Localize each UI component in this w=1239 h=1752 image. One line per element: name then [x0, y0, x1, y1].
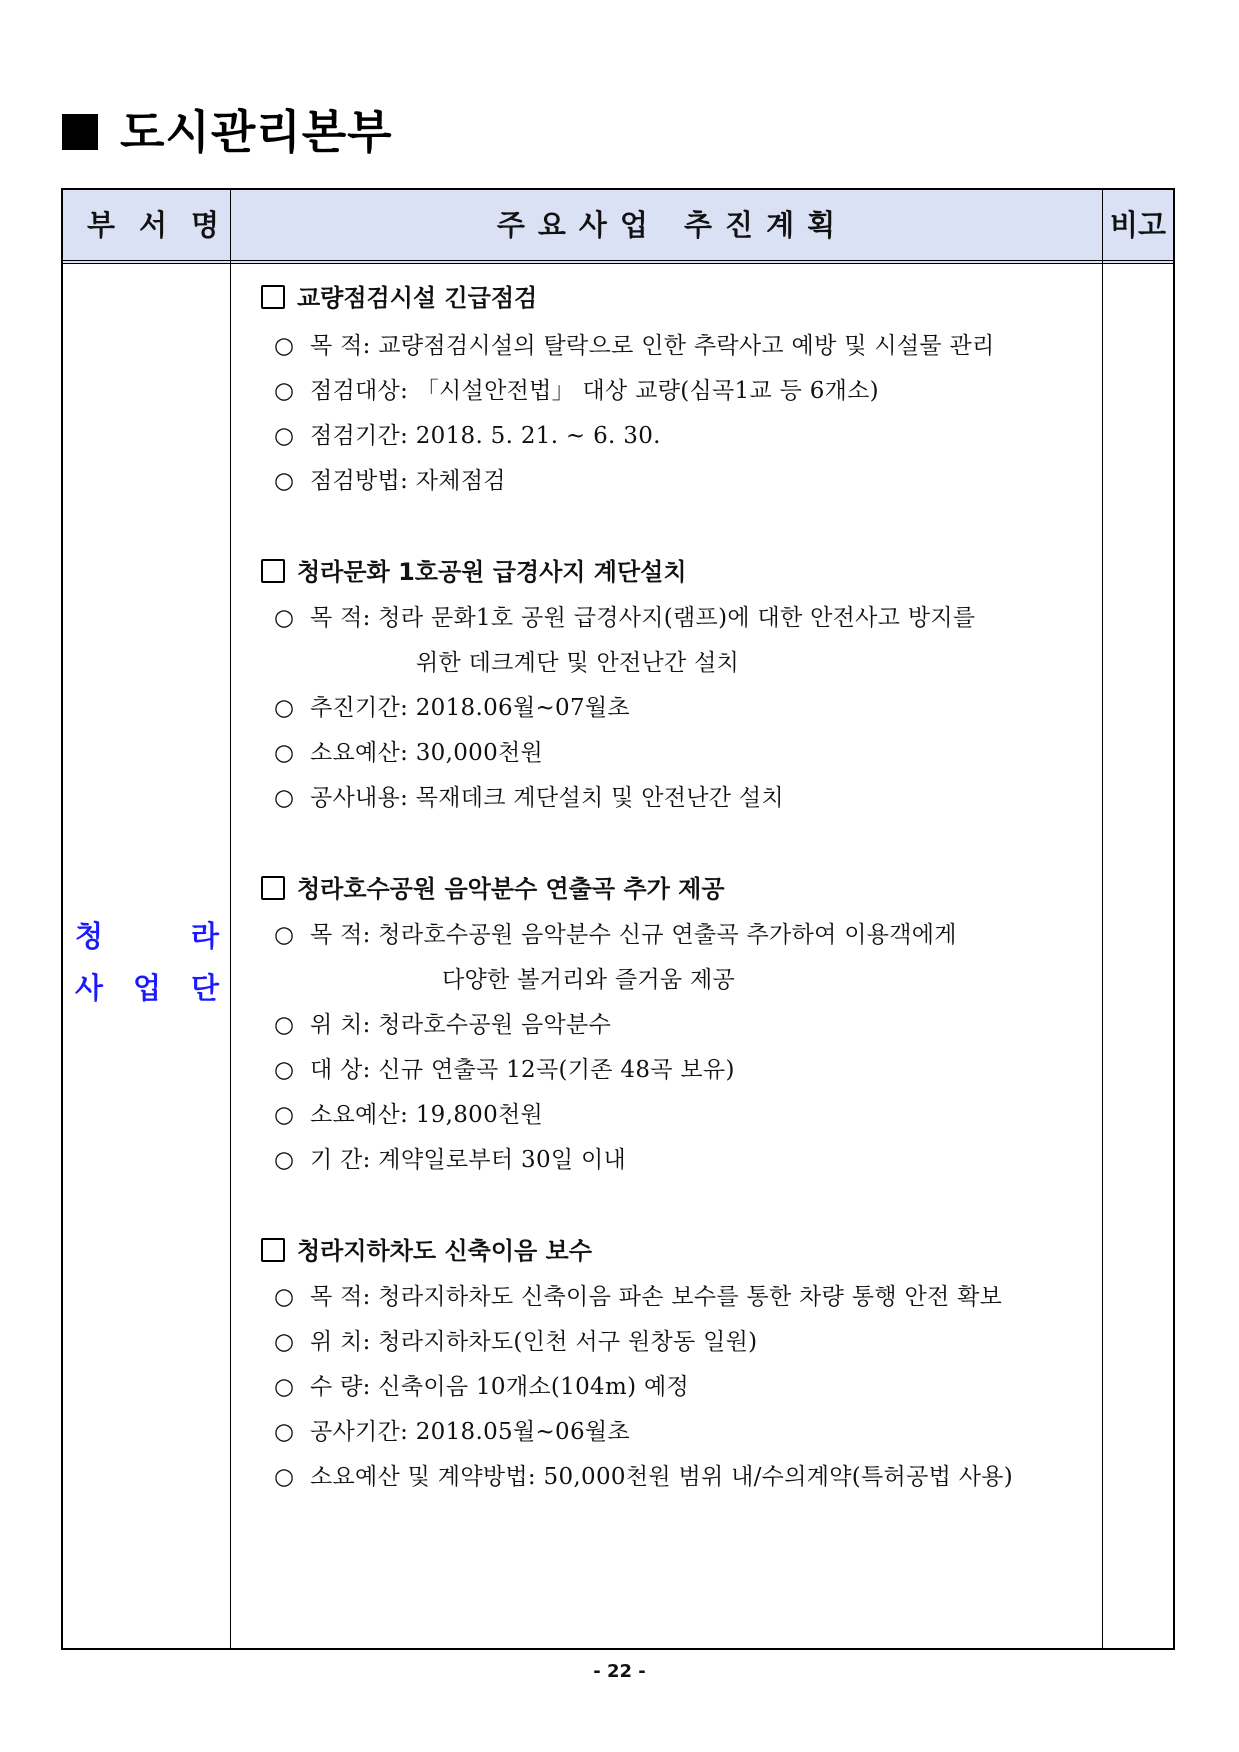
section-title: 교량점검시설 긴급점검	[261, 278, 537, 313]
circle-bullet-icon: ○	[274, 1284, 295, 1310]
list-item: ○ 목 적: 청라 문화1호 공원 급경사지(램프)에 대한 안전사고 방지를	[274, 605, 976, 631]
column-divider	[1102, 190, 1103, 1648]
list-item: ○ 대 상: 신규 연출곡 12곡(기존 48곡 보유)	[274, 1057, 735, 1083]
list-item-continuation: 위한 데크계단 및 안전난간 설치	[416, 650, 740, 676]
circle-bullet-icon: ○	[274, 1147, 295, 1173]
circle-bullet-icon: ○	[274, 1419, 295, 1445]
square-bullet-icon	[62, 114, 98, 150]
dept-name	[63, 910, 229, 1014]
checkbox-icon	[261, 1238, 285, 1262]
circle-bullet-icon: ○	[274, 695, 295, 721]
list-item: ○ 공사기간: 2018.05월~06월초	[274, 1419, 630, 1445]
column-divider	[230, 190, 231, 1648]
dept-char: 업	[132, 971, 161, 1005]
plan-table	[61, 188, 1175, 1650]
list-item: ○ 소요예산: 30,000천원	[274, 740, 544, 766]
circle-bullet-icon: ○	[274, 785, 295, 811]
circle-bullet-icon: ○	[274, 1329, 295, 1355]
circle-bullet-icon: ○	[274, 1057, 295, 1083]
page-title	[62, 96, 393, 162]
section-title: 청라문화 1호공원 급경사지 계단설치	[261, 552, 687, 587]
header-dept: 부서명	[87, 208, 244, 242]
list-item: ○ 수 량: 신축이음 10개소(104m) 예정	[274, 1374, 689, 1400]
circle-bullet-icon: ○	[274, 1464, 295, 1490]
page-number: - 22 -	[593, 1661, 646, 1682]
circle-bullet-icon: ○	[274, 333, 295, 359]
list-item: ○ 공사내용: 목재데크 계단설치 및 안전난간 설치	[274, 785, 784, 811]
page-title-text: 도시관리본부	[120, 105, 393, 159]
header-plan: 주요사업 추진계획	[496, 208, 849, 242]
header-note: 비고	[1109, 208, 1167, 242]
circle-bullet-icon: ○	[274, 1012, 295, 1038]
list-item: ○ 점검방법: 자체점검	[274, 468, 506, 494]
list-item: ○ 소요예산 및 계약방법: 50,000천원 범위 내/수의계약(특허공법 사용)	[274, 1464, 1014, 1490]
dept-char: 라	[190, 919, 219, 953]
checkbox-icon	[261, 876, 285, 900]
circle-bullet-icon: ○	[274, 740, 295, 766]
list-item: ○ 점검기간: 2018. 5. 21. ~ 6. 30.	[274, 423, 661, 449]
circle-bullet-icon: ○	[274, 378, 295, 404]
section-title: 청라지하차도 신축이음 보수	[261, 1231, 592, 1266]
circle-bullet-icon: ○	[274, 922, 295, 948]
list-item: ○ 목 적: 교량점검시설의 탈락으로 인한 추락사고 예방 및 시설물 관리	[274, 333, 995, 359]
circle-bullet-icon: ○	[274, 1102, 295, 1128]
circle-bullet-icon: ○	[274, 423, 295, 449]
list-item: ○ 점검대상: 「시설안전법」 대상 교량(심곡1교 등 6개소)	[274, 378, 879, 404]
list-item: ○ 위 치: 청라호수공원 음악분수	[274, 1012, 612, 1038]
circle-bullet-icon: ○	[274, 468, 295, 494]
dept-char: 사	[75, 971, 104, 1005]
list-item: ○ 목 적: 청라지하차도 신축이음 파손 보수를 통한 차량 통행 안전 확보	[274, 1284, 1003, 1310]
checkbox-icon	[261, 285, 285, 309]
list-item: ○ 추진기간: 2018.06월~07월초	[274, 695, 630, 721]
circle-bullet-icon: ○	[274, 605, 295, 631]
dept-char: 청	[75, 919, 104, 953]
dept-char: 단	[190, 971, 219, 1005]
list-item-continuation: 다양한 볼거리와 즐거움 제공	[442, 967, 736, 993]
list-item: ○ 위 치: 청라지하차도(인천 서구 원창동 일원)	[274, 1329, 758, 1355]
circle-bullet-icon: ○	[274, 1374, 295, 1400]
section-title: 청라호수공원 음악분수 연출곡 추가 제공	[261, 869, 725, 904]
checkbox-icon	[261, 559, 285, 583]
list-item: ○ 소요예산: 19,800천원	[274, 1102, 544, 1128]
list-item: ○ 기 간: 계약일로부터 30일 이내	[274, 1147, 627, 1173]
list-item: ○ 목 적: 청라호수공원 음악분수 신규 연출곡 추가하여 이용객에게	[274, 922, 957, 948]
